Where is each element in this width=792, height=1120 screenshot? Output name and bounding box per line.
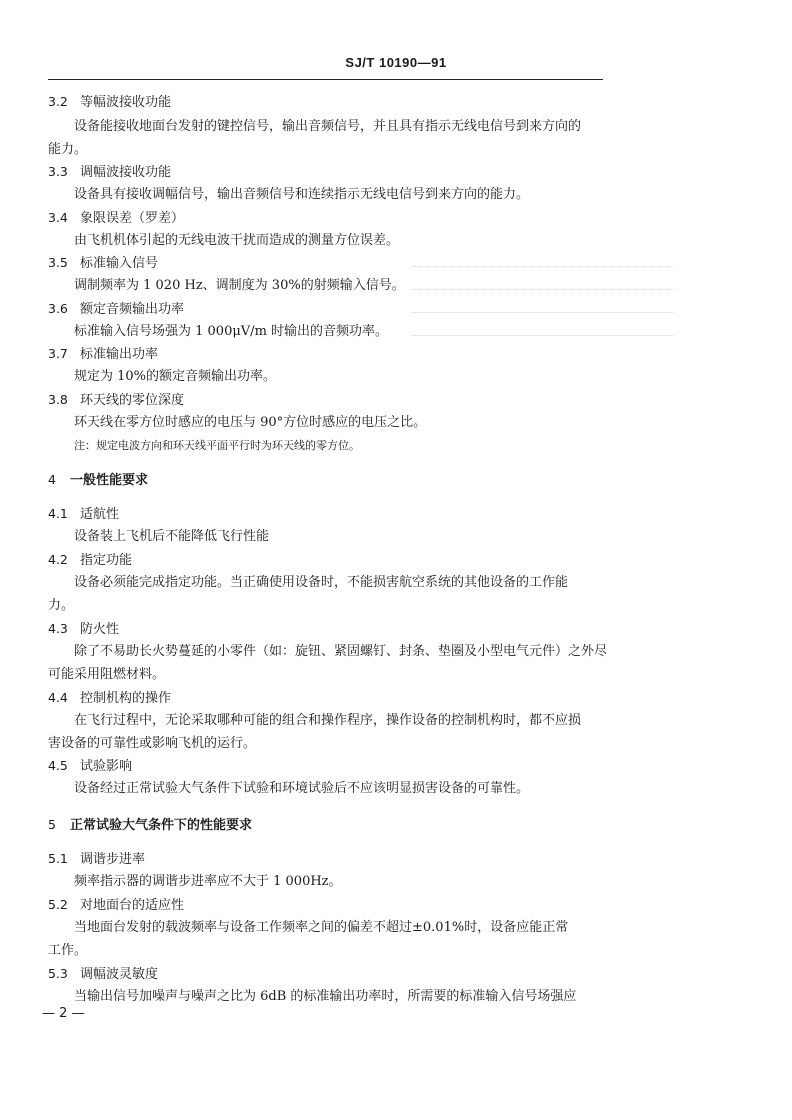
clause-heading: [48, 621, 119, 638]
body-line: 害设备的可靠性或影响飞机的运行。: [48, 736, 257, 751]
dotted-rule: [412, 335, 674, 336]
section-number: 5: [48, 817, 56, 832]
clause-heading: [48, 851, 145, 868]
clause-title: 调幅波灵敏度: [80, 967, 159, 982]
clause-heading: [48, 966, 158, 983]
dotted-rule: [412, 289, 674, 290]
clause-number: 4.5: [48, 758, 68, 773]
clause-title: 对地面台的适应性: [80, 898, 185, 913]
body-line: 当输出信号加噪声与噪声之比为 6dB 的标准输出功率时，所需要的标准输入信号场强应: [74, 989, 577, 1004]
clause-title: 额定音频输出功率: [80, 302, 185, 317]
clause-title: 调谐步进率: [80, 852, 146, 867]
clause-heading: [48, 758, 132, 775]
section-number: 4: [48, 472, 56, 487]
clause-title: 防火性: [80, 622, 120, 637]
clause-heading: [48, 552, 132, 569]
section-heading: [48, 472, 148, 489]
clause-number: 3.8: [48, 392, 68, 407]
body-line: 设备经过正常试验大气条件下试验和环境试验后不应该明显损害设备的可靠性。: [74, 781, 530, 796]
clause-number: 4.3: [48, 621, 68, 636]
clause-heading: [48, 897, 184, 914]
clause-number: 5.3: [48, 966, 68, 981]
clause-title: 等幅波接收功能: [80, 95, 172, 110]
clause-heading: [48, 301, 184, 318]
clause-heading: [48, 392, 184, 409]
body-line: 能力。: [48, 142, 88, 157]
body-line: 频率指示器的调谐步进率应不大于 1 000Hz。: [74, 874, 342, 889]
section-heading: [48, 817, 252, 834]
clause-title: 指定功能: [80, 553, 133, 568]
body-line: 调制频率为 1 020 Hz、调制度为 30%的射频输入信号。: [74, 278, 405, 293]
clause-number: 3.3: [48, 164, 68, 179]
body-line: 标准输入信号场强为 1 000μV/m 时输出的音频功率。: [74, 324, 389, 339]
clause-number: 3.5: [48, 255, 68, 270]
body-line: 设备能接收地面台发射的键控信号，输出音频信号，并且具有指示无线电信号到来方向的: [74, 119, 582, 134]
clause-number: 3.4: [48, 210, 68, 225]
clause-title: 调幅波接收功能: [80, 165, 172, 180]
dotted-rule: [412, 266, 674, 267]
body-line: 环天线在零方位时感应的电压与 90°方位时感应的电压之比。: [74, 415, 427, 430]
note-line: 注：规定电波方向和环天线平面平行时为环天线的零方位。: [74, 439, 360, 452]
clause-number: 3.2: [48, 94, 68, 109]
clause-title: 标准输出功率: [80, 347, 159, 362]
clause-title: 适航性: [80, 507, 120, 522]
clause-heading: [48, 255, 158, 272]
clause-number: 5.2: [48, 897, 68, 912]
clause-title: 标准输入信号: [80, 256, 159, 271]
section-title: 一般性能要求: [70, 473, 149, 488]
clause-number: 4.2: [48, 552, 68, 567]
clause-title: 象限误差（罗差）: [80, 211, 185, 226]
clause-heading: [48, 690, 171, 707]
clause-number: 4.1: [48, 506, 68, 521]
page-number: — 2 —: [42, 1006, 85, 1021]
clause-title: 试验影响: [80, 759, 133, 774]
body-line: 规定为 10%的额定音频输出功率。: [74, 369, 277, 384]
clause-heading: [48, 94, 171, 111]
body-line: 由飞机机体引起的无线电波干扰而造成的测量方位误差。: [74, 233, 400, 248]
clause-number: 3.6: [48, 301, 68, 316]
clause-heading: [48, 346, 158, 363]
body-line: 设备具有接收调幅信号，输出音频信号和连续指示无线电信号到来方向的能力。: [74, 187, 530, 202]
clause-number: 4.4: [48, 690, 68, 705]
clause-heading: [48, 506, 119, 523]
body-line: 设备必须能完成指定功能。当正确使用设备时，不能损害航空系统的其他设备的工作能: [74, 575, 569, 590]
document-header: SJ/T 10190—91: [345, 55, 447, 70]
header-rule: [48, 79, 603, 80]
clause-title: 控制机构的操作: [80, 691, 172, 706]
body-line: 工作。: [48, 943, 88, 958]
body-line: 力。: [48, 598, 75, 613]
body-line: 除了不易助长火势蔓延的小零件（如：旋钮、紧固螺钉、封条、垫圈及小型电气元件）之外尽: [74, 644, 608, 659]
body-line: 当地面台发射的载波频率与设备工作频率之间的偏差不超过±0.01%时，设备应能正常: [74, 920, 569, 935]
body-line: 在飞行过程中，无论采取哪种可能的组合和操作程序，操作设备的控制机构时，都不应损: [74, 713, 582, 728]
dotted-rule: [412, 312, 674, 313]
clause-number: 3.7: [48, 346, 68, 361]
body-line: 设备装上飞机后不能降低飞行性能: [74, 529, 270, 544]
clause-heading: [48, 164, 171, 181]
section-title: 正常试验大气条件下的性能要求: [70, 818, 253, 833]
clause-number: 5.1: [48, 851, 68, 866]
body-line: 可能采用阻燃材料。: [48, 667, 166, 682]
clause-heading: [48, 210, 184, 227]
clause-title: 环天线的零位深度: [80, 393, 185, 408]
